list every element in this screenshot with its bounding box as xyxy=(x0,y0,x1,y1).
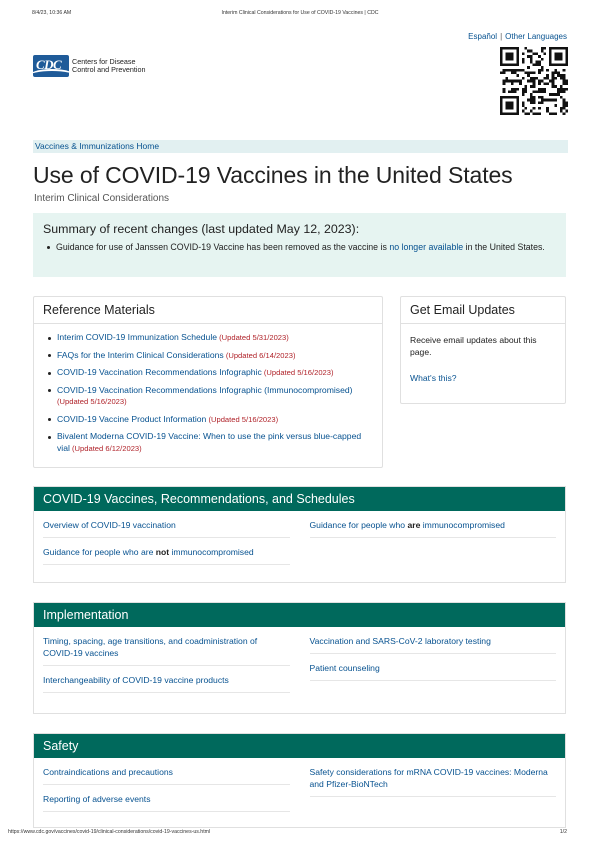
print-url: https://www.cdc.gov/vaccines/covid-19/clinical-considerations/covid-19-vaccines-us.html xyxy=(8,829,211,835)
section-link[interactable]: Guidance for people who are not immunocompromised xyxy=(43,538,290,565)
reference-link[interactable]: COVID-19 Vaccination Recommendations Infographic (Immunocompromised) xyxy=(57,384,353,395)
reference-link[interactable]: COVID-19 Vaccine Product Information xyxy=(57,413,207,424)
updated-date: (Updated 5/16/2023) xyxy=(261,368,334,377)
reference-materials-card xyxy=(33,296,383,468)
espanol-link[interactable]: Español xyxy=(468,32,498,41)
section-title: COVID-19 Vaccines, Recommendations, and Schedules xyxy=(34,487,565,511)
section-link[interactable]: Guidance for people who are immunocompromised xyxy=(310,511,557,538)
reference-link[interactable]: FAQs for the Interim Clinical Considerations xyxy=(57,349,224,360)
cdc-logo[interactable] xyxy=(33,55,146,77)
cdc-logo-icon: CDC xyxy=(33,55,69,77)
page-subtitle: Interim Clinical Considerations xyxy=(34,193,170,204)
language-separator: | xyxy=(500,32,503,41)
email-updates-card xyxy=(400,296,566,404)
reference-materials-title: Reference Materials xyxy=(34,297,382,324)
reference-item xyxy=(44,414,372,426)
reference-item xyxy=(44,385,372,408)
section-link[interactable]: Safety considerations for mRNA COVID-19 vaccines: Moderna and Pfizer-BioNTech xyxy=(310,758,557,797)
updated-date: (Updated 5/16/2023) xyxy=(57,397,127,406)
section-safety xyxy=(33,733,566,828)
section-link[interactable]: Overview of COVID-19 vaccination xyxy=(43,511,290,538)
reference-list xyxy=(34,324,382,454)
breadcrumb-home-link[interactable]: Vaccines & Immunizations Home xyxy=(35,141,160,151)
updated-date: (Updated 6/12/2023) xyxy=(69,443,142,453)
page-title: Use of COVID-19 Vaccines in the United States xyxy=(33,162,513,188)
other-languages-link[interactable]: Other Languages xyxy=(505,32,567,41)
summary-box xyxy=(33,213,566,277)
section-title: Implementation xyxy=(34,603,565,627)
updated-date: (Updated 5/31/2023) xyxy=(217,333,289,342)
print-header xyxy=(0,8,600,20)
reference-item xyxy=(44,350,372,362)
email-updates-title: Get Email Updates xyxy=(401,297,565,324)
print-datetime: 8/4/23, 10:36 AM xyxy=(32,10,72,16)
summary-heading: Summary of recent changes (last updated May 12, 2023): xyxy=(43,222,360,236)
reference-item xyxy=(44,367,372,379)
section-link[interactable]: Timing, spacing, age transitions, and coadministration of COVID-19 vaccines xyxy=(43,627,290,666)
section-link[interactable]: Contraindications and precautions xyxy=(43,758,290,785)
section-link[interactable]: Interchangeability of COVID-19 vaccine products xyxy=(43,666,290,693)
section-vaccines-recommendations xyxy=(33,486,566,583)
print-page-number: 1/2 xyxy=(559,829,567,835)
section-link[interactable]: Vaccination and SARS-CoV-2 laboratory testing xyxy=(310,627,557,654)
updated-date: (Updated 5/16/2023) xyxy=(206,414,279,424)
updated-date: (Updated 6/14/2023) xyxy=(223,350,296,360)
reference-link[interactable]: COVID-19 Vaccination Recommendations Infographic xyxy=(57,367,262,377)
no-longer-available-link[interactable]: no longer available xyxy=(389,242,464,252)
section-link[interactable]: Reporting of adverse events xyxy=(43,785,290,812)
section-link[interactable]: Patient counseling xyxy=(310,654,557,681)
reference-item xyxy=(44,332,372,344)
qr-code-icon xyxy=(500,47,568,115)
reference-link[interactable]: Bivalent Moderna COVID-19 Vaccine: When to use the pink versus blue-capped vial xyxy=(57,431,362,453)
section-title: Safety xyxy=(34,734,565,758)
language-links xyxy=(468,32,567,41)
print-doc-title: Interim Clinical Considerations for Use of COVID-19 Vaccines | CDC xyxy=(221,10,379,16)
cdc-logo-text: Centers for Disease Control and Prevention xyxy=(72,57,146,74)
email-updates-text: Receive email updates about this page. xyxy=(410,335,537,357)
reference-link[interactable]: Interim COVID-19 Immunization Schedule xyxy=(57,332,218,342)
summary-item: Guidance for use of Janssen COVID-19 Vaccine has been removed as the vaccine is no longer available in the United States. xyxy=(43,241,556,254)
section-implementation xyxy=(33,602,566,714)
breadcrumb xyxy=(33,140,568,153)
reference-item xyxy=(44,431,372,454)
whats-this-link[interactable]: What's this? xyxy=(410,373,457,383)
